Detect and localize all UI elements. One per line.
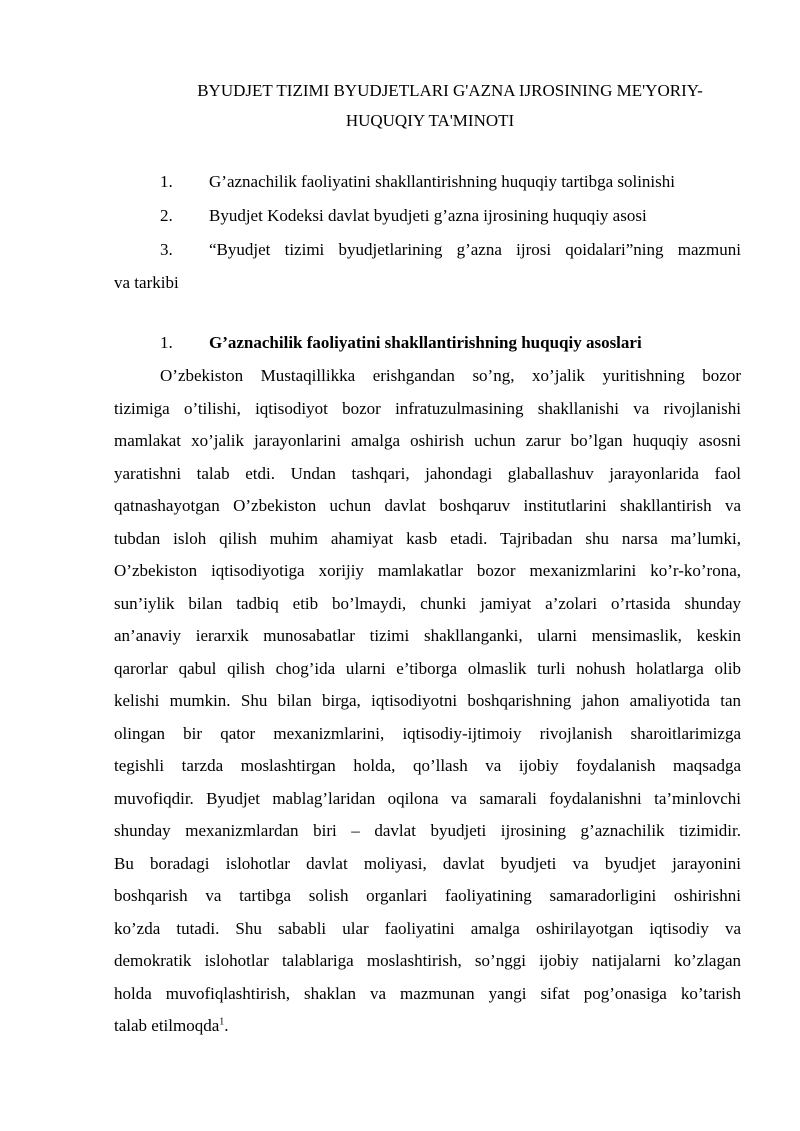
paragraph-line-text: yaratishni talab etdi. Undan tashqari, jahondagi glaballashuv jarayonlarida faol: [114, 463, 741, 483]
outline-number: 2.: [160, 206, 173, 225]
paragraph-line-text: talab etilmoqda: [114, 1016, 220, 1035]
paragraph-line-text: muvofiqdir. Byudjet mablag’laridan oqilona va samarali foydalanishni ta’minlovchi: [114, 788, 741, 808]
paragraph-line: [114, 588, 741, 621]
paragraph-line-text: O’zbekiston iqtisodiyotiga xorijiy mamlakatlar bozor mexanizmlarini ko’r-ko’rona,: [114, 561, 741, 580]
paragraph-line-text: O’zbekiston Mustaqillikka erishgandan so’ng, xo’jalik yuritishning bozor: [160, 366, 741, 385]
paragraph-line: [114, 783, 741, 816]
paragraph-line: [114, 393, 741, 426]
paragraph-line: [114, 848, 741, 881]
paragraph-line: [114, 653, 741, 686]
paragraph-line-text: Bu boradagi islohotlar davlat moliyasi, davlat byudjeti va byudjet jarayonini: [114, 853, 741, 873]
outline-text: Byudjet Kodeksi davlat byudjeti g’azna ijrosining huquqiy asosi: [209, 206, 647, 225]
final-punctuation: .: [224, 1016, 229, 1035]
paragraph-line: [114, 458, 741, 491]
paragraph-line-text: tegishli tarzda moslashtirgan holda, qo’llash va ijobiy foydalanish maqsadga: [114, 756, 741, 775]
paragraph-line: [114, 815, 741, 848]
paragraph-line-text: boshqarish va tartibga solish organlari faoliyatining samaradorligini oshirishni: [114, 886, 741, 905]
paragraph-line: [114, 523, 741, 556]
paragraph-line-text: mamlakat xo’jalik jarayonlarini amalga oshirish uchun zarur bo’lgan huquqiy asosni: [114, 431, 741, 450]
paragraph-line: [114, 978, 741, 1011]
title-line-1: BYUDJET TIZIMI BYUDJETLARI G'AZNA IJROSINING ME'YORIY-: [197, 81, 703, 100]
paragraph-line-text: qatnashayotgan O’zbekiston uchun davlat boshqaruv institutlarini shakllantirish va: [114, 496, 741, 515]
paragraph-line-text: demokratik islohotlar talablariga moslashtirish, so’nggi ijobiy natijalarni ko’zlagan: [114, 951, 741, 970]
paragraph-line: [114, 750, 741, 783]
paragraph-line: [114, 945, 741, 978]
document-title: [110, 76, 750, 136]
paragraph-line: [114, 685, 741, 718]
paragraph-line-text: kelishi mumkin. Shu bilan birga, iqtisodiyotni boshqarishning jahon amaliyotida tan: [114, 691, 741, 710]
outline-text-continuation: va tarkibi: [114, 273, 179, 292]
paragraph-line-text: olingan bir qator mexanizmlarini, iqtisodiy-ijtimoiy rivojlanish sharoitlarimizga: [114, 723, 741, 743]
paragraph-line-text: sun’iylik bilan tadbiq etib bo’lmaydi, chunki jamiyat a’zolari o’rtasida shunday: [114, 593, 741, 613]
outline-number: 1.: [160, 172, 173, 191]
paragraph-line: [114, 360, 741, 393]
outline-item: [0, 165, 800, 199]
paragraph-line-text: holda muvofiqlashtirish, shaklan va mazmunan yangi sifat pog’onasiga ko’tarish: [114, 983, 741, 1003]
outline-item: [0, 233, 800, 267]
paragraph-line: [114, 913, 741, 946]
paragraph-line-text: ko’zda tutadi. Shu sababli ular faoliyatini amalga oshirilayotgan iqtisodiy va: [114, 918, 741, 938]
section-number: 1.: [160, 333, 173, 352]
outline-text: G’aznachilik faoliyatini shakllantirishning huquqiy tartibga solinishi: [209, 172, 675, 191]
section-heading-text: G’aznachilik faoliyatini shakllantirishning huquqiy asoslari: [209, 333, 642, 352]
footnote-reference: 1: [219, 1016, 225, 1028]
paragraph-line-text: tubdan isloh qilish muhim ahamiyat kasb etadi. Tajribadan shu narsa ma’lumki,: [114, 528, 741, 548]
body-paragraph: [114, 360, 741, 1043]
paragraph-line: [114, 490, 741, 523]
outline-number: 3.: [160, 240, 173, 259]
paragraph-line: [114, 620, 741, 653]
paragraph-line: [114, 718, 741, 751]
outline-text: “Byudjet tizimi byudjetlarining g’azna ijrosi qoidalari”ning mazmuni: [209, 240, 741, 259]
title-line-2: HUQUQIY TA'MINOTI: [345, 111, 515, 130]
outline-item: [0, 199, 800, 233]
outline-list: [0, 165, 800, 267]
paragraph-line: [114, 555, 741, 588]
paragraph-line-text: qarorlar qabul qilish chog’ida ularni e’tiborga olmaslik turli nohush holatlarga olib: [114, 658, 741, 678]
paragraph-line: [114, 1010, 741, 1043]
paragraph-line-text: shunday mexanizmlardan biri – davlat byudjeti ijrosining g’aznachilik tizimidir.: [114, 821, 741, 840]
paragraph-line: [114, 880, 741, 913]
paragraph-line: [114, 425, 741, 458]
paragraph-line-text: an’anaviy ierarxik munosabatlar tizimi shakllanganki, ularni mensimaslik, keskin: [114, 626, 741, 645]
paragraph-line-text: tizimiga o’tilishi, iqtisodiyot bozor infratuzulmasining shakllanishi va rivojlanishi: [114, 398, 741, 418]
